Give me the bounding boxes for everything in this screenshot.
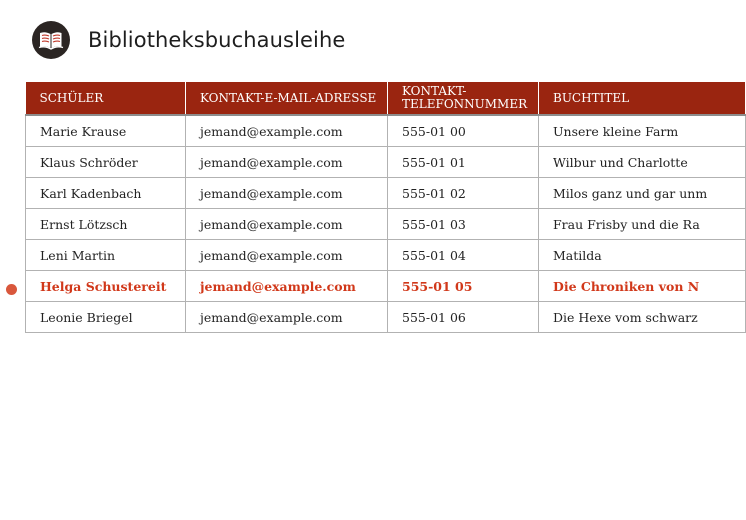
cell-book-title[interactable]: Frau Frisby und die Ra: [539, 209, 746, 240]
table-row[interactable]: [26, 209, 746, 240]
column-header-book-title[interactable]: BUCHTITEL: [539, 82, 746, 115]
cell-student[interactable]: Helga Schustereit: [26, 271, 186, 302]
cell-email[interactable]: jemand@example.com: [186, 302, 388, 333]
cell-student[interactable]: Leonie Briegel: [26, 302, 186, 333]
table-row[interactable]: [26, 115, 746, 147]
column-header-student[interactable]: SCHÜLER: [26, 82, 186, 115]
cell-student[interactable]: Karl Kadenbach: [26, 178, 186, 209]
loan-table: [25, 82, 746, 333]
cell-email[interactable]: jemand@example.com: [186, 115, 388, 147]
cell-book-title[interactable]: Matilda: [539, 240, 746, 271]
cell-book-title[interactable]: Milos ganz und gar unm: [539, 178, 746, 209]
table-row[interactable]: [26, 302, 746, 333]
cell-phone[interactable]: 555-01 05: [388, 271, 539, 302]
column-header-email[interactable]: KONTAKT-E-MAIL-ADRESSE: [186, 82, 388, 115]
cell-phone[interactable]: 555-01 06: [388, 302, 539, 333]
table-header-row: [26, 82, 746, 115]
cell-book-title[interactable]: Die Hexe vom schwarz: [539, 302, 746, 333]
page-title: Bibliotheksbuchausleihe: [88, 28, 346, 52]
table-row-highlighted[interactable]: [26, 271, 746, 302]
cell-phone[interactable]: 555-01 04: [388, 240, 539, 271]
column-header-phone[interactable]: KONTAKT-TELEFONNUMMER: [388, 82, 539, 115]
loan-table-container: [25, 82, 708, 333]
cell-phone[interactable]: 555-01 02: [388, 178, 539, 209]
cell-book-title[interactable]: Wilbur und Charlotte: [539, 147, 746, 178]
cell-student[interactable]: Marie Krause: [26, 115, 186, 147]
cell-book-title[interactable]: Unsere kleine Farm: [539, 115, 746, 147]
table-row[interactable]: [26, 178, 746, 209]
cell-phone[interactable]: 555-01 01: [388, 147, 539, 178]
cell-email[interactable]: jemand@example.com: [186, 178, 388, 209]
cell-email[interactable]: jemand@example.com: [186, 209, 388, 240]
cell-student[interactable]: Ernst Lötzsch: [26, 209, 186, 240]
selected-row-marker: [6, 284, 17, 295]
cell-book-title[interactable]: Die Chroniken von N: [539, 271, 746, 302]
app-header: [32, 20, 345, 60]
cell-email[interactable]: jemand@example.com: [186, 271, 388, 302]
cell-phone[interactable]: 555-01 00: [388, 115, 539, 147]
cell-student[interactable]: Klaus Schröder: [26, 147, 186, 178]
table-row[interactable]: [26, 147, 746, 178]
open-book-icon: [32, 21, 70, 59]
cell-phone[interactable]: 555-01 03: [388, 209, 539, 240]
cell-email[interactable]: jemand@example.com: [186, 240, 388, 271]
cell-student[interactable]: Leni Martin: [26, 240, 186, 271]
cell-email[interactable]: jemand@example.com: [186, 147, 388, 178]
table-row[interactable]: [26, 240, 746, 271]
